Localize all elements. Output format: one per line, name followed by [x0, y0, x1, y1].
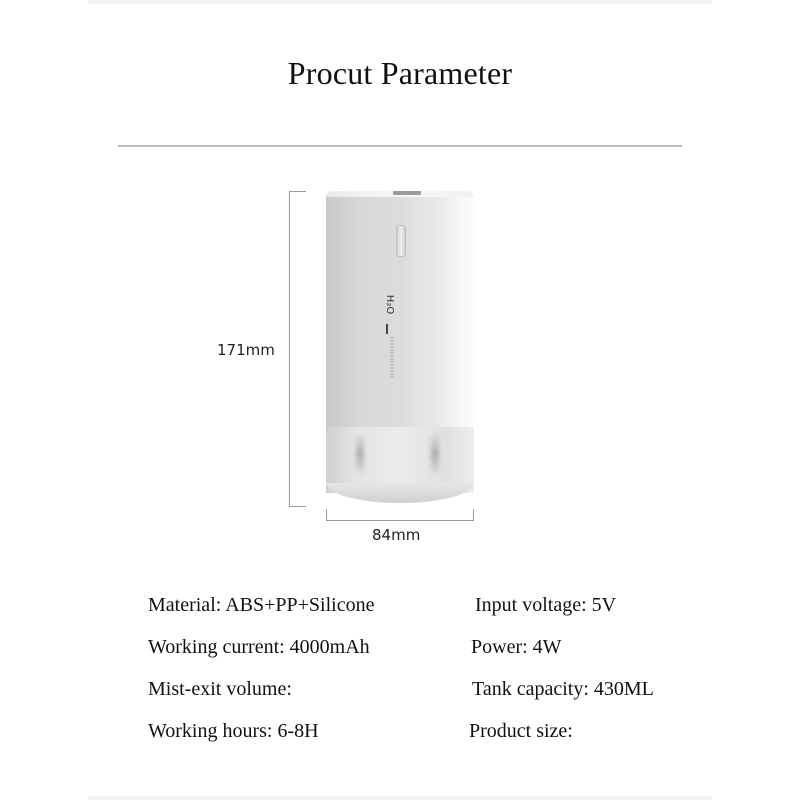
device-top [326, 191, 474, 197]
spec-tank-capacity: Tank capacity: 430ML [472, 678, 654, 700]
device-logo [386, 293, 398, 323]
tank-light-left [356, 435, 364, 473]
device-small-print [390, 337, 394, 379]
device-base [326, 483, 474, 503]
spec-mist-exit-volume: Mist-exit volume: [148, 678, 292, 700]
bottom-edge-bar [88, 796, 712, 800]
title-divider [118, 145, 682, 147]
device-button [396, 225, 406, 257]
height-dimension-label: 171mm [217, 341, 275, 359]
spec-product-size: Product size: [469, 720, 573, 742]
height-dimension-bracket [289, 191, 306, 507]
device-logo-text: H₂O [384, 294, 396, 315]
width-dimension-label: 84mm [372, 526, 421, 544]
top-edge-bar [88, 0, 712, 4]
spec-material: Material: ABS+PP+Silicone [148, 594, 375, 616]
spec-working-current: Working current: 4000mAh [148, 636, 370, 658]
device-body [326, 195, 474, 427]
spec-power: Power: 4W [471, 636, 562, 658]
device-logo-bar [386, 324, 388, 334]
tank-light-right [431, 435, 439, 473]
humidifier-image [326, 191, 474, 505]
spec-input-voltage: Input voltage: 5V [475, 594, 617, 616]
page-title: Procut Parameter [287, 55, 513, 91]
spec-working-hours: Working hours: 6-8H [148, 720, 319, 742]
width-dimension-bracket [326, 509, 474, 521]
device-top-slot [393, 191, 421, 195]
